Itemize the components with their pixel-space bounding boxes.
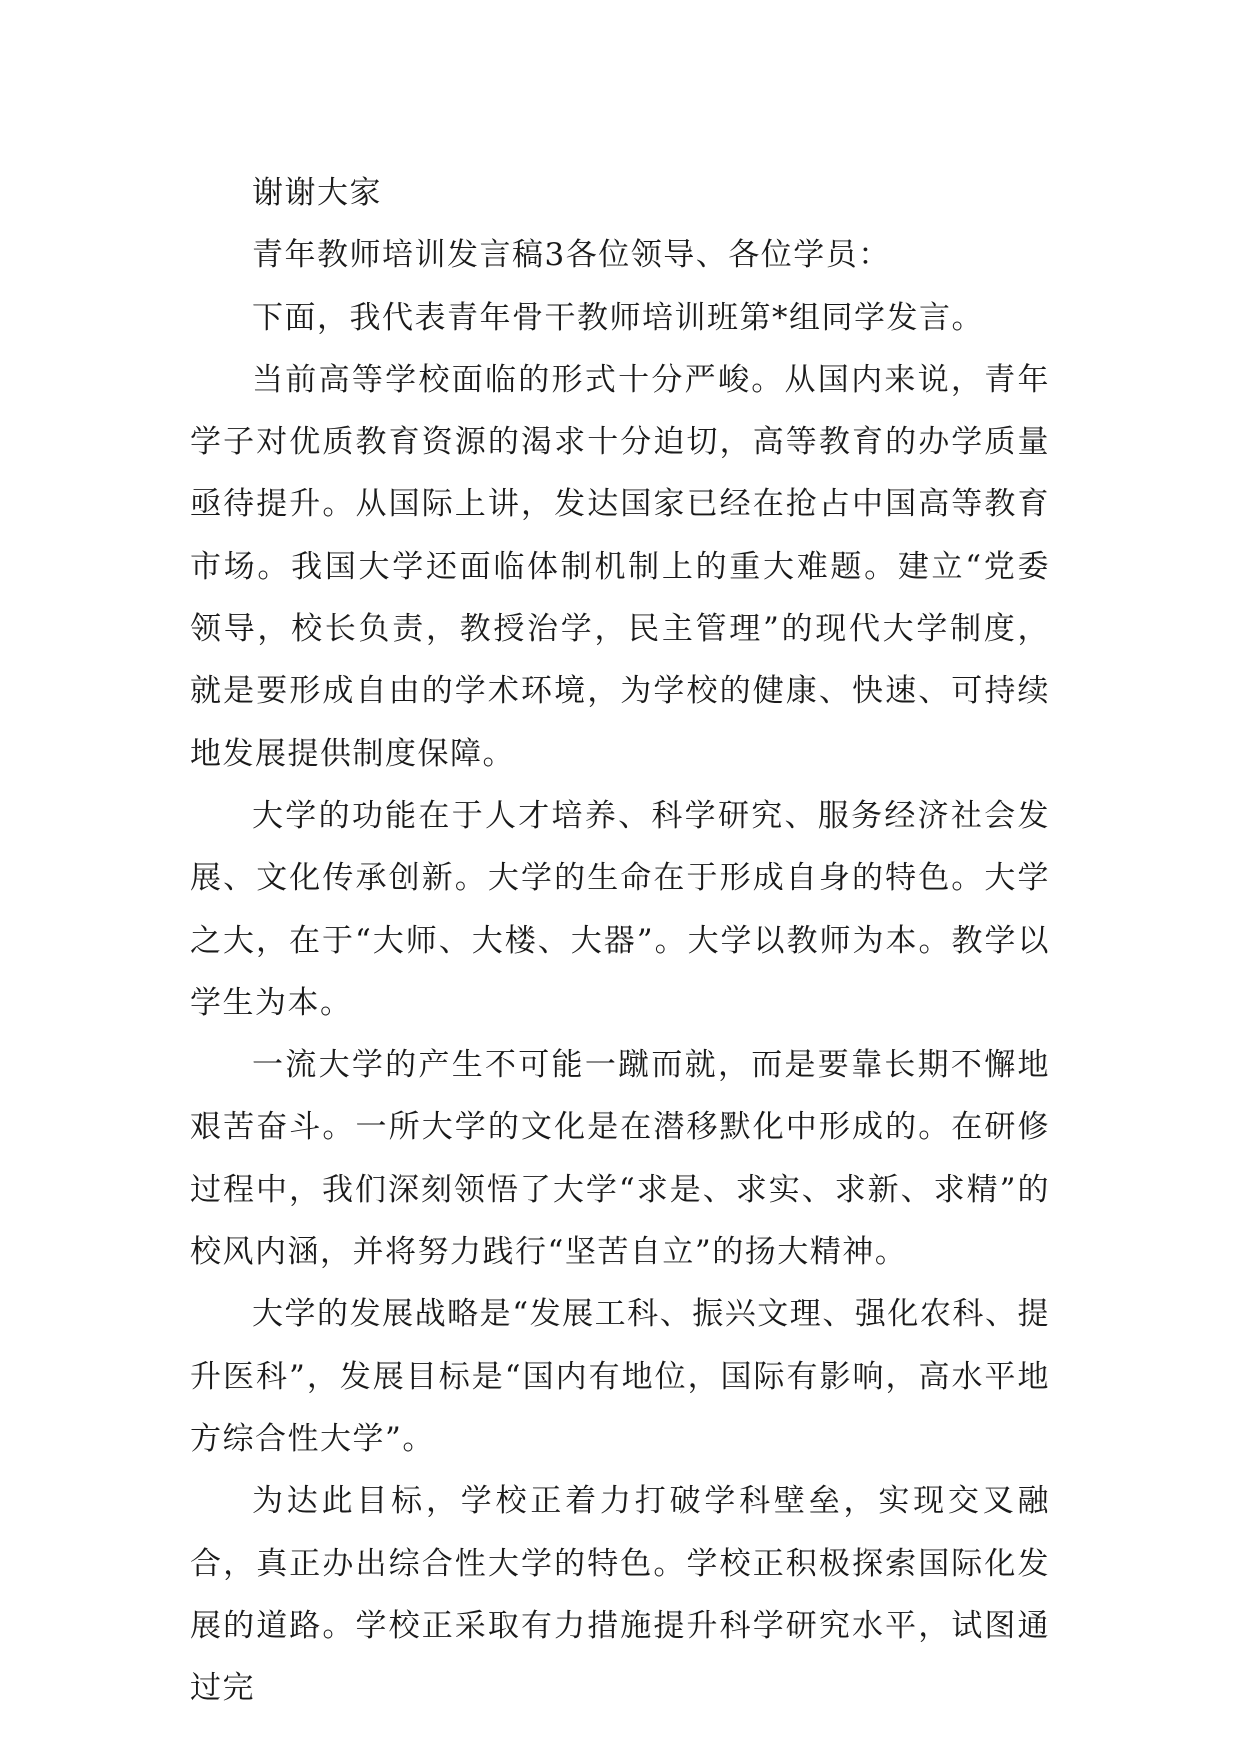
paragraph-university-function: 大学的功能在于人才培养、科学研究、服务经济社会发展、文化传承创新。大学的生命在于形成自身的特色。大学之大，在于“大师、大楼、大器”。大学以教师为本。教学以学生为本。 (190, 797, 1050, 1021)
paragraph-goal-measures: 为达此目标，学校正着力打破学科壁垒，实现交叉融合，真正办出综合性大学的特色。学校正积极探索国际化发展的道路。学校正采取有力措施提升科学研究水平，试图通过完 (190, 1483, 1050, 1707)
paragraph-title-salutation: 青年教师培训发言稿3各位领导、各位学员： (252, 237, 891, 274)
paragraph-situation: 当前高等学校面临的形式十分严峻。从国内来说，青年学子对优质教育资源的渴求十分迫切，高等教育的办学质量亟待提升。从国际上讲，发达国家已经在抢占中国高等教育市场。我国大学还面临体制机制上的重大难题。建立“党委领导，校长负责，教授治学，民主管理”的现代大学制度，就是要形成自由的学术环境，为学校的健康、快速、可持续地发展提供制度保障。 (190, 361, 1050, 772)
paragraph-first-class: 一流大学的产生不可能一蹴而就，而是要靠长期不懈地艰苦奋斗。一所大学的文化是在潜移默化中形成的。在研修过程中，我们深刻领悟了大学“求是、求实、求新、求精”的校风内涵，并将努力践行“坚苦自立”的扬大精神。 (190, 1047, 1050, 1271)
paragraph-intro: 下面，我代表青年骨干教师培训班第*组同学发言。 (252, 299, 984, 336)
paragraph-closing: 谢谢大家 (252, 175, 382, 211)
document-body (190, 162, 1050, 1719)
paragraph-strategy: 大学的发展战略是“发展工科、振兴文理、强化农科、提升医科”，发展目标是“国内有地位，国际有影响，高水平地方综合性大学”。 (190, 1296, 1050, 1457)
